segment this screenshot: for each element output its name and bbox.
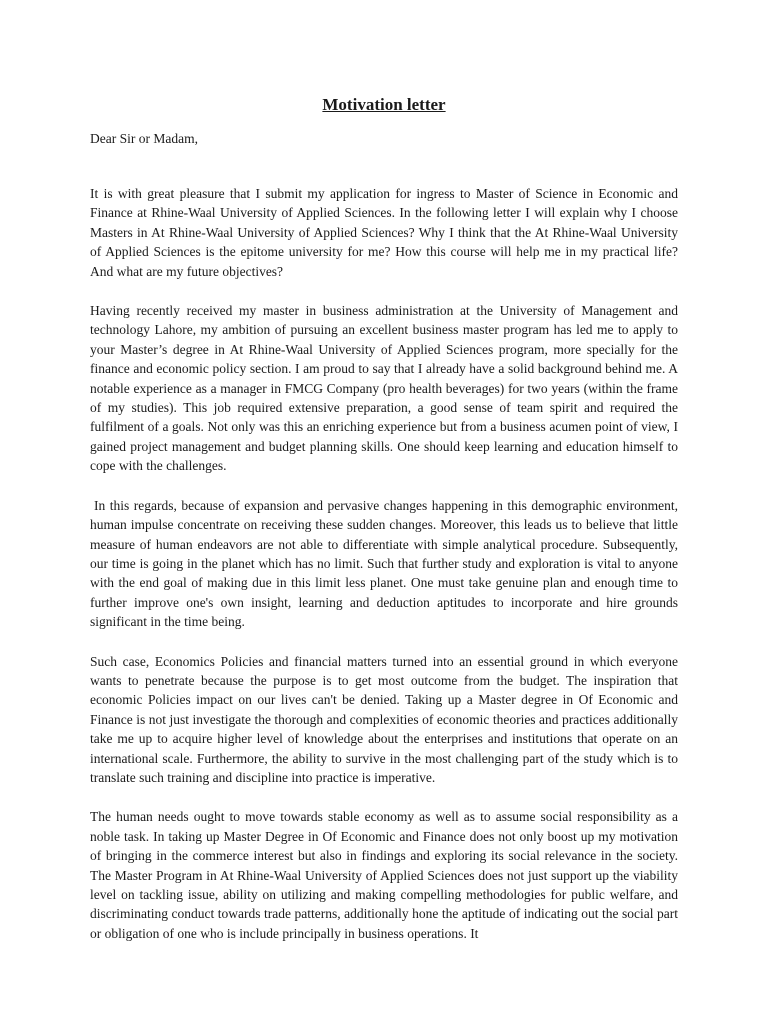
document-title: Motivation letter [322,95,446,114]
paragraph-economics: Such case, Economics Policies and financial matters turned into an essential ground in which everyone wants to penetrate because the purpose is to get most outcome from the budget. The inspiration that economic Policies impact on our lives can't be denied. Taking up a Master degree in Of Economic and Finance is not just investigate the thorough and complexities of economic theories and practices additionally take me up to acquire higher level of knowledge about the enterprises and institutions that operate on an international scale. Furthermore, the ability to survive in the most challenging part of the study which is to translate such training and discipline into practice is imperative. [90,653,678,785]
paragraph-social: The human needs ought to move towards stable economy as well as to assume social responsibility as a noble task. In taking up Master Degree in Of Economic and Finance does not only boost up my motivation of bringing in the commerce interest but also in findings and exploring its social relevance in the society. The Master Program in At Rhine-Waal University of Applied Sciences does not just support up the viability level on tackling issue, ability on utilizing and making compelling methodologies for public welfare, and discriminating conduct towards trade patterns, additionally hone the aptitude of indicating out the social part or obligation of one who is include principally in business operations. It [90,809,678,941]
paragraph-intro: It is with great pleasure that I submit my application for ingress to Master of Science in Economic and Finance at Rhine-Waal University of Applied Sciences. In the following letter I will explain why I choose Masters in At Rhine-Waal University of Applied Sciences? Why I think that the At Rhine-Waal University of Applied Sciences is the epitome university for me? How this course will help me in my practical life? And what are my future objectives? [90,186,678,279]
paragraph-regards: In this regards, because of expansion and pervasive changes happening in this demographic environment, human impulse concentrate on receiving these sudden changes. Moreover, this leads us to believe that little measure of human endeavors are not able to differentiate with simple analytical procedure. Subsequently, our time is going in the planet which has no limit. Such that further study and exploration is vital to anyone with the end goal of making due in this limit less planet. One must take genuine plan and enough time to further improve one's own insight, learning and deduction aptitudes to incorporate and hire grounds significant in the time being. [90,497,678,630]
salutation: Dear Sir or Madam, [90,131,198,146]
paragraph-background: Having recently received my master in business administration at the University of Management and technology Lahore, my ambition of pursuing an excellent business master program has led me to apply to your Master’s degree in At Rhine-Waal University of Applied Sciences program, more specially for the finance and economic policy section. I am proud to say that I already have a solid background behind me. A notable experience as a manager in FMCG Company (pro health beverages) for two years (within the frame of my studies). This job required extensive preparation, a good sense of team spirit and required the fulfilment of a goals. Not only was this an enriching experience but from a business acumen point of view, I gained project management and budget planning skills. One should keep learning and education himself to cope with the challenges. [90,303,678,474]
